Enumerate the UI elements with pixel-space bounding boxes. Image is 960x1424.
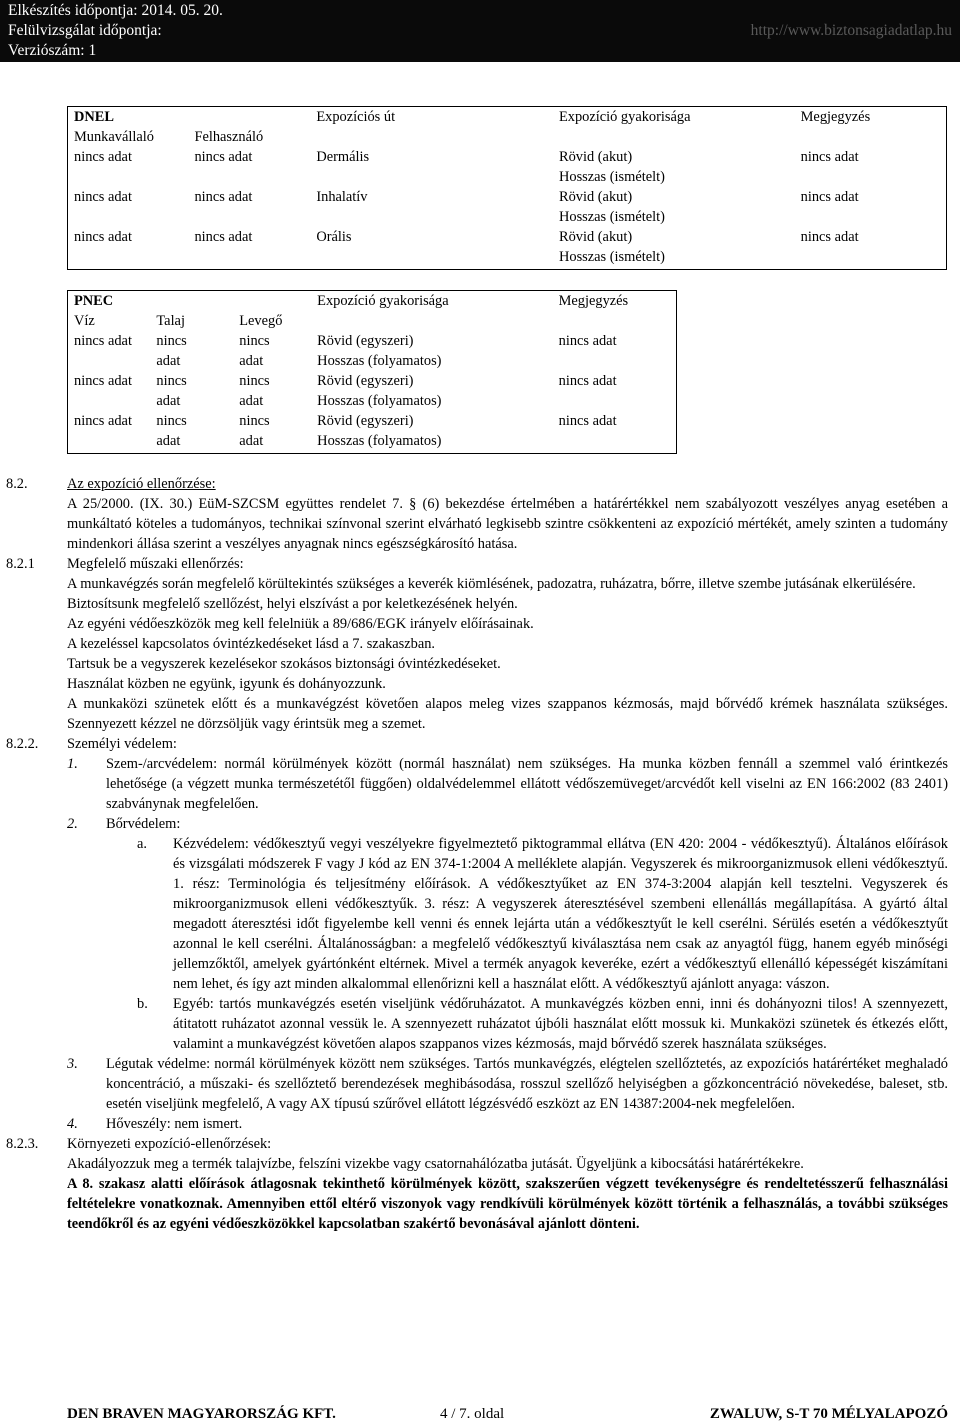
paragraph: Használat közben ne együnk, igyunk és dohányozzunk. bbox=[67, 676, 386, 692]
paragraph: Akadályozzuk meg a termék talajvízbe, felszíni vizekbe vagy csatornahálózatba jutását. Ügyeljünk a kibocsátási határértékekre. bbox=[67, 1156, 804, 1172]
paragraph: Biztosítsunk megfelelő szellőzést, helyi elszívást a por keletkezésének helyén. bbox=[67, 596, 518, 612]
frequency-short: Rövid (akut) bbox=[558, 189, 633, 205]
pnec-cell: nincs adat bbox=[74, 413, 132, 429]
table-row bbox=[68, 147, 947, 187]
list-item-text: Bőrvédelem: bbox=[106, 816, 181, 832]
dnel-table bbox=[67, 106, 947, 270]
pnec-cell bbox=[150, 371, 233, 411]
pnec-sub-soil: Talaj bbox=[156, 313, 185, 329]
pnec-sub-air: Levegő bbox=[239, 313, 283, 329]
paragraph: A kezeléssel kapcsolatos óvintézkedéseket lásd a 7. szakaszban. bbox=[67, 636, 436, 652]
frequency-short: Rövid (akut) bbox=[558, 229, 633, 245]
list-marker: 1. bbox=[67, 756, 78, 772]
dnel-cell: nincs adat bbox=[74, 189, 132, 205]
paragraph: Tartsuk be a vegyszerek kezelésekor szokásos biztonsági óvintézkedéseket. bbox=[67, 656, 501, 672]
list-item bbox=[6, 1054, 948, 1114]
review-date: Felülvizsgálat időpontja: bbox=[8, 22, 162, 39]
list-item bbox=[6, 1114, 948, 1134]
table-row bbox=[68, 331, 677, 371]
frequency-short: Rövid (egyszeri) bbox=[317, 333, 414, 349]
section-text: A 25/2000. (IX. 30.) EüM-SZCSM együttes rendelet 7. § (6) bekezdése értelmében a határértékkel nem szabályozott veszélyes anyag esetében a munkáltató köteles a tudományos, technikai színvonal szerint elvárható legkisebb szintre csökkenteni az expozíció mértékét, amely szinten a tudomány mindenkori állása szerint a veszélyes anyagnak nincs egészségkárosító hatása. bbox=[67, 496, 948, 552]
pnec-cell-line: adat bbox=[239, 433, 264, 449]
pnec-table bbox=[67, 290, 677, 454]
section-8-2-1 bbox=[6, 554, 948, 734]
header-meta bbox=[8, 1, 223, 61]
dnel-col-note: Megjegyzés bbox=[800, 109, 871, 125]
dnel-cell: nincs adat bbox=[194, 149, 253, 165]
section-number: 8.2. bbox=[6, 476, 28, 492]
dnel-title: DNEL bbox=[74, 109, 114, 125]
pnec-title: PNEC bbox=[74, 293, 114, 309]
pnec-cell-line: nincs bbox=[156, 413, 187, 429]
footer-product: ZWALUW, S-T 70 MÉLYALAPOZÓ bbox=[709, 1406, 948, 1422]
dnel-cell: Inhalatív bbox=[316, 189, 368, 205]
dnel-col-route: Expozíciós út bbox=[316, 109, 396, 125]
frequency-short: Rövid (egyszeri) bbox=[317, 413, 414, 429]
frequency-short: Rövid (egyszeri) bbox=[317, 373, 414, 389]
version-number: Verziószám: 1 bbox=[8, 42, 97, 59]
list-item bbox=[6, 834, 948, 994]
dnel-cell: nincs adat bbox=[800, 229, 859, 245]
document-header bbox=[0, 0, 960, 62]
source-url[interactable]: http://www.biztonsagiadatlap.hu bbox=[750, 22, 952, 39]
table-row bbox=[68, 371, 677, 411]
section-title: Környezeti expozíció-ellenőrzések: bbox=[67, 1136, 272, 1152]
pnec-cell-line: nincs bbox=[239, 413, 270, 429]
frequency-long: Hosszas (folyamatos) bbox=[317, 393, 442, 409]
list-marker: 2. bbox=[67, 816, 78, 832]
pnec-cell bbox=[311, 331, 552, 371]
dnel-cell bbox=[553, 187, 795, 227]
section-8-2-2 bbox=[6, 734, 948, 1134]
pnec-col-note: Megjegyzés bbox=[558, 293, 629, 309]
section-8-2-3 bbox=[6, 1134, 948, 1234]
section-number: 8.2.2. bbox=[6, 736, 39, 752]
pnec-cell: nincs adat bbox=[558, 373, 617, 389]
dnel-sub-user: Felhasználó bbox=[194, 129, 264, 145]
pnec-cell bbox=[233, 411, 311, 454]
footer-page-number: 4 / 7. oldal bbox=[440, 1406, 505, 1422]
section-number: 8.2.3. bbox=[6, 1136, 39, 1152]
dnel-cell: nincs adat bbox=[194, 229, 253, 245]
list-item bbox=[6, 754, 948, 814]
dnel-sub-worker: Munkavállaló bbox=[74, 129, 154, 145]
pnec-cell bbox=[311, 371, 552, 411]
frequency-long: Hosszas (ismételt) bbox=[558, 209, 665, 225]
pnec-cell-line: nincs bbox=[239, 373, 270, 389]
pnec-cell-line: adat bbox=[156, 433, 181, 449]
list-item-text: Szem-/arcvédelem: normál körülmények között (normál használat) nem szükséges. Ha munka közben fennáll a szemmel való érintkezés lehetősége (a végzett munka természetétől függően) oldalvédelemmel ellátott védőszemüveget/arcvédőt kell viselni az EN 166:2002 (83 2401) szabványnak megfelelően. bbox=[106, 756, 948, 812]
dnel-cell: nincs adat bbox=[800, 189, 859, 205]
dnel-cell: nincs adat bbox=[800, 149, 859, 165]
dnel-cell: nincs adat bbox=[74, 149, 132, 165]
list-item-text: Légutak védelme: normál körülmények között nem szükséges. Tartós munkavégzés, elégtelen szellőztetés, az expozíciós határértéket meghaladó koncentráció, a műszaki- és szellőztető berendezések meghibásodása, rosszul szellőző helyiségben a gőzkoncentráció növekedése, baleset, stb. esetén viseljünk megfelelő, A vagy AX típusú szűrővel ellátott légzésvédő eszközt az EN 14387:2004-nek megfelelően. bbox=[106, 1056, 948, 1112]
list-item-text: Hőveszély: nem ismert. bbox=[106, 1116, 243, 1132]
dnel-cell: Orális bbox=[316, 229, 352, 245]
dnel-cell bbox=[553, 227, 795, 270]
table-row bbox=[68, 411, 677, 454]
pnec-cell bbox=[150, 331, 233, 371]
frequency-long: Hosszas (ismételt) bbox=[558, 249, 665, 265]
pnec-cell-line: adat bbox=[239, 393, 264, 409]
section-8-2 bbox=[6, 474, 948, 554]
pnec-cell-line: nincs bbox=[156, 333, 187, 349]
pnec-col-frequency: Expozíció gyakorisága bbox=[317, 293, 449, 309]
list-marker: 3. bbox=[67, 1056, 78, 1072]
section-title: Az expozíció ellenőrzése: bbox=[67, 476, 216, 492]
list-marker: 4. bbox=[67, 1116, 78, 1132]
pnec-cell bbox=[150, 411, 233, 454]
dnel-cell: nincs adat bbox=[194, 189, 253, 205]
frequency-short: Rövid (akut) bbox=[558, 149, 633, 165]
list-item bbox=[6, 814, 948, 834]
section-number: 8.2.1 bbox=[6, 556, 35, 572]
pnec-cell-line: adat bbox=[156, 393, 181, 409]
pnec-cell bbox=[233, 331, 311, 371]
list-marker: a. bbox=[137, 836, 147, 852]
section-8-2-content bbox=[6, 474, 948, 1234]
list-item-text: Kézvédelem: védőkesztyű vegyi veszélyekre figyelmeztető piktogrammal ellátva (EN 420: 2004 - védőkesztyű). Általános előírások és vizsgálati módszerek F vagy J kód az EN 374-1:2004 A melléklete alapján. Vegyszerek és mikroorganizmusok elleni védőkesztyű. 1. rész: Terminológia és teljesítmény előírások. A védőkesztyűket az EN 374-3:2004 alapján kell tesztelni. Vegyszerek és mikroorganizmusok elleni védőkesztyűk. 3. rész: A vegyszerek áteresztésével szembeni ellenállás megállapítása. A gyártó által megadott áteresztési időt figyelembe kell venni és ennek lejárta után a védőkesztyűt le kell cserélni. Sérülés esetén a védőkesztyűt azonnal le kell cserélni. Általánosságban: a megfelelő védőkesztyű kiválasztása nem csak az anyagtól függ, hanem egyéb minőségi jellemzőktől, amelyek gyártónként eltérnek. Mivel a termék anyagok keveréke, ezért a védőkesztyű ellenálló képességét kiszámítani nem lehet, és így azt minden alkalommal ellenőrizni kell a használat előtt. A védőkesztyű ajánlott anyaga: vászon. bbox=[173, 836, 948, 992]
paragraph: A munkavégzés során megfelelő körültekintés szükséges a keverék kiömlésének, padozatra, ruházatra, bőrre, illetve szembe jutásának elkerülésére. bbox=[67, 576, 916, 592]
dnel-cell: nincs adat bbox=[74, 229, 132, 245]
frequency-long: Hosszas (folyamatos) bbox=[317, 433, 442, 449]
table-row bbox=[68, 227, 947, 270]
list-item bbox=[6, 994, 948, 1054]
dnel-col-frequency: Expozíció gyakorisága bbox=[558, 109, 691, 125]
dnel-cell: Dermális bbox=[316, 149, 370, 165]
section-title: Megfelelő műszaki ellenőrzés: bbox=[67, 556, 244, 572]
bold-paragraph: A 8. szakasz alatti előírások átlagosnak tekinthető körülmények között, szakszerűen végzett tevékenységre és rendeltetésszerű felhasználási feltételekre vonatkoznak. Amennyiben ettől eltérő viszonyok vagy rendkívüli körülmények között történik a felhasználás, a további szükséges teendőkről és az egyéni védőeszközökkel kapcsolatban szakértő bevonásával ajánlott dönteni. bbox=[67, 1176, 948, 1232]
pnec-cell bbox=[233, 371, 311, 411]
list-marker: b. bbox=[137, 996, 148, 1012]
pnec-cell-line: adat bbox=[239, 353, 264, 369]
pnec-cell: nincs adat bbox=[74, 373, 132, 389]
frequency-long: Hosszas (folyamatos) bbox=[317, 353, 442, 369]
section-title: Személyi védelem: bbox=[67, 736, 177, 752]
table-row bbox=[68, 187, 947, 227]
frequency-long: Hosszas (ismételt) bbox=[558, 169, 665, 185]
pnec-cell-line: nincs bbox=[156, 373, 187, 389]
pnec-sub-water: Víz bbox=[74, 313, 95, 329]
paragraph: A munkaközi szünetek előtt és a munkavégzést követően alapos meleg vizes szappanos kézmosás, majd bőrvédő krémek használata szükséges. Szennyezett kézzel ne dörzsöljük vagy érintsük meg a szemet. bbox=[67, 696, 948, 732]
pnec-cell: nincs adat bbox=[558, 333, 617, 349]
pnec-cell: nincs adat bbox=[74, 333, 132, 349]
pnec-cell-line: adat bbox=[156, 353, 181, 369]
prepared-date: Elkészítés időpontja: 2014. 05. 20. bbox=[8, 2, 223, 19]
dnel-cell bbox=[553, 147, 795, 187]
footer-company: DEN BRAVEN MAGYARORSZÁG KFT. bbox=[67, 1406, 336, 1422]
list-item-text: Egyéb: tartós munkavégzés esetén viseljünk védőruházatot. A munkavégzés közben enni, inni és dohányozni tilos! A szennyezett, átitatott ruházatot azonnal vessük le. A szennyezett ruházatot újbóli használat előtt mossuk ki. Munkaközi szünetek és étkezés előtt, valamint a munkavégzést követően alapos szappanos vizes kézmosás, majd bőrvédő szerek használata szükséges. bbox=[173, 996, 948, 1052]
pnec-cell bbox=[311, 411, 552, 454]
pnec-cell-line: nincs bbox=[239, 333, 270, 349]
paragraph: Az egyéni védőeszközök meg kell felelniük a 89/686/EGK irányelv előírásainak. bbox=[67, 616, 534, 632]
pnec-cell: nincs adat bbox=[558, 413, 617, 429]
